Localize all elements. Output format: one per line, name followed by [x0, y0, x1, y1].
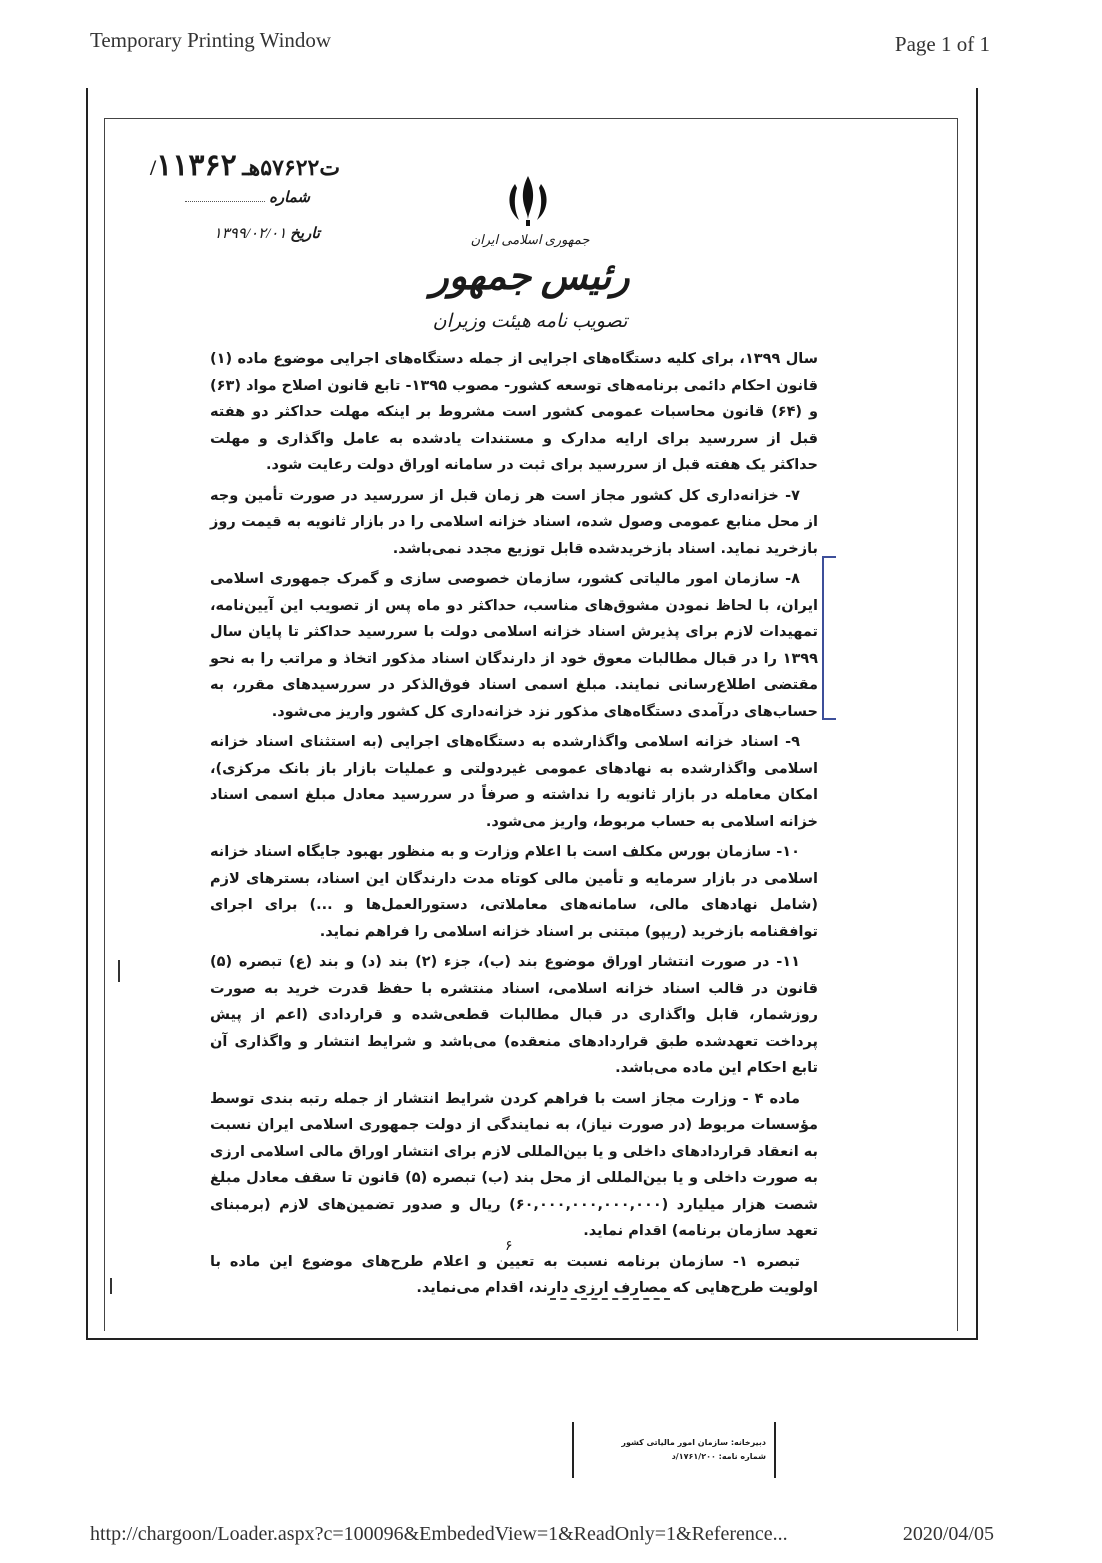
body-paragraph: ۹- اسناد خزانه اسلامی واگذارشده به دستگاه‌های اجرایی (به استثنای اسناد خزانه اسلامی واگذارشده به نهادهای عمومی غیردولتی و عملیات بازار باز بانک مرکزی)، امکان معامله در بازار ثانویه را نداشته و صرفاً در سررسید معادل مبلغ اسمی اسناد خزانه اسلامی به حساب مربوط، واریز می‌شود.	[210, 734, 818, 830]
body-paragraph: ۸- سازمان امور مالیاتی کشور، سازمان خصوصی سازی و گمرک جمهوری اسلامی ایران، با لحاظ نمودن مشوق‌های مناسب، حداکثر دو ماه پس از تصویب این آیین‌نامه، تمهیدات لازم برای پذیرش اسناد خزانه اسلامی دولت با سررسید حداکثر تا پایان سال ۱۳۹۹ را در قبال مطالبات معوق خود از دارندگان اسناد مذکور اتخاذ و مراتب را به نحو مقتضی اطلاع‌رسانی نمایند. مبلغ اسمی اسناد فوق‌الذکر در سررسیدهای مقرر، به حساب‌های درآمدی دستگاه‌های مذکور نزد خزانه‌داری کل کشور واریز می‌شود.	[210, 571, 818, 720]
letter-number-main: ۱۱۳۶۲	[156, 149, 237, 182]
body-paragraph: ۱۱- در صورت انتشار اوراق موضوع بند (ب)، جزء (۲) بند (د) و بند (ع) تبصره (۵) قانون در قالب اسناد خزانه اسلامی، اسناد منتشره با حفظ قدرت خرید به صورت روزشمار، قابل واگذاری در قبال مطالبات قطعی‌شده و قراردادی (اعم از پیش پرداخت تعهدشده طبق قراردادهای منعقده) می‌باشد و شرایط انتشار و واگذاری آن تابع احکام این ماده می‌باشد.	[210, 954, 818, 1076]
body-paragraph: ماده ۴ - وزارت مجاز است با فراهم کردن شرایط انتشار از جمله رتبه بندی توسط مؤسسات مربوط (در صورت نیاز)، به نمایندگی از دولت جمهوری اسلامی ایران نسبت به انعقاد قراردادهای داخلی و یا بین‌المللی لازم برای انتشار اوراق مالی اسلامی ارزی به صورت داخلی و یا بین‌المللی از محل بند (ب) تبصره (۵) قانون تا سقف معادل مبلغ شصت هزار میلیارد (۶۰,۰۰۰,۰۰۰,۰۰۰,۰۰۰) ریال و صدور تضمین‌های لازم (برمبنای تعهد سازمان برنامه) اقدام نماید.	[210, 1090, 819, 1239]
page-indicator: Page 1 of 1	[894, 32, 990, 56]
letter-number	[150, 148, 340, 183]
number-field-label: شماره	[269, 190, 310, 206]
stamp-line-office: دبیرخانه: سازمان امور مالیاتی کشور	[621, 1438, 766, 1447]
approval-title: تصویب نامه هیئت وزیران	[432, 311, 628, 332]
letter-number-code: /ت۵۷۶۲۲هـ	[150, 155, 341, 180]
decree-document	[110, 120, 950, 1320]
body-paragraph: ۱۰- سازمان بورس مکلف است با اعلام وزارت و به منظور بهبود جایگاه اسناد خزانه اسلامی در بازار سرمایه و تأمین مالی کوتاه مدت دارندگان این اسناد، بسترهای لازم (شامل نهادهای مالی، سامانه‌های معاملاتی، دستورالعمل‌ها و ...) برای اجرای توافقنامه بازخرید (ریپو) مبتنی بر اسناد خزانه اسلامی را فراهم نماید.	[210, 844, 818, 940]
decree-body	[210, 346, 818, 1306]
date-field-label: تاریخ	[290, 226, 320, 242]
office-title: رئیس جمهور	[430, 256, 630, 298]
date-field-value: ۱۳۹۹/۰۲/۰۱	[213, 226, 287, 242]
print-window-title: Temporary Printing Window	[90, 28, 332, 52]
date-field	[160, 224, 320, 243]
bottom-divider	[550, 1298, 670, 1300]
secretariat-stamp	[572, 1422, 776, 1478]
body-paragraph: تبصره ۱- سازمان برنامه نسبت به تعیین و اعلام طرح‌های موضوع این ماده با اولویت طرح‌هایی که مصارف ارزی دارند، اقدام می‌نماید.	[210, 1253, 818, 1296]
stamp-line-number: شماره نامه: ۱۷۶۱/۲۰۰/د	[671, 1452, 766, 1461]
print-date: 2020/04/05	[902, 1523, 994, 1545]
body-paragraph: سال ۱۳۹۹، برای کلیه دستگاه‌های اجرایی از جمله دستگاه‌های اجرایی موضوع ماده (۱) قانون احکام دائمی برنامه‌های توسعه کشور- مصوب ۱۳۹۵- تابع قانون اصلاح مواد (۶۳) و (۶۴) قانون محاسبات عمومی کشور است مشروط بر اینکه مهلت حداکثر دو هفته قبل از سررسید برای ارایه مدارک و مستندات یادشده به عامل واگذاری و مهلت حداکثر یک هفته قبل از سررسید برای ثبت در سامانه اوراق دولت رعایت شود.	[210, 351, 818, 473]
iran-emblem-icon	[505, 172, 551, 228]
number-field-dots	[185, 201, 265, 202]
number-field	[170, 188, 310, 207]
margin-bracket	[822, 556, 836, 720]
document-page-number: ۶	[505, 1238, 513, 1254]
country-name: جمهوری اسلامی ایران	[470, 232, 590, 247]
source-url[interactable]: http://chargoon/Loader.aspx?c=100096&EmbededView=1&ReadOnly=1&Reference...	[90, 1523, 788, 1545]
body-paragraph: ۷- خزانه‌داری کل کشور مجاز است هر زمان قبل از سررسید در صورت تأمین وجه از محل منابع عمومی وصول شده، اسناد خزانه اسلامی را در بازار ثانویه به قیمت روز بازخرید نماید. اسناد بازخریدشده قابل توزیع مجدد نمی‌باشد.	[210, 487, 818, 557]
